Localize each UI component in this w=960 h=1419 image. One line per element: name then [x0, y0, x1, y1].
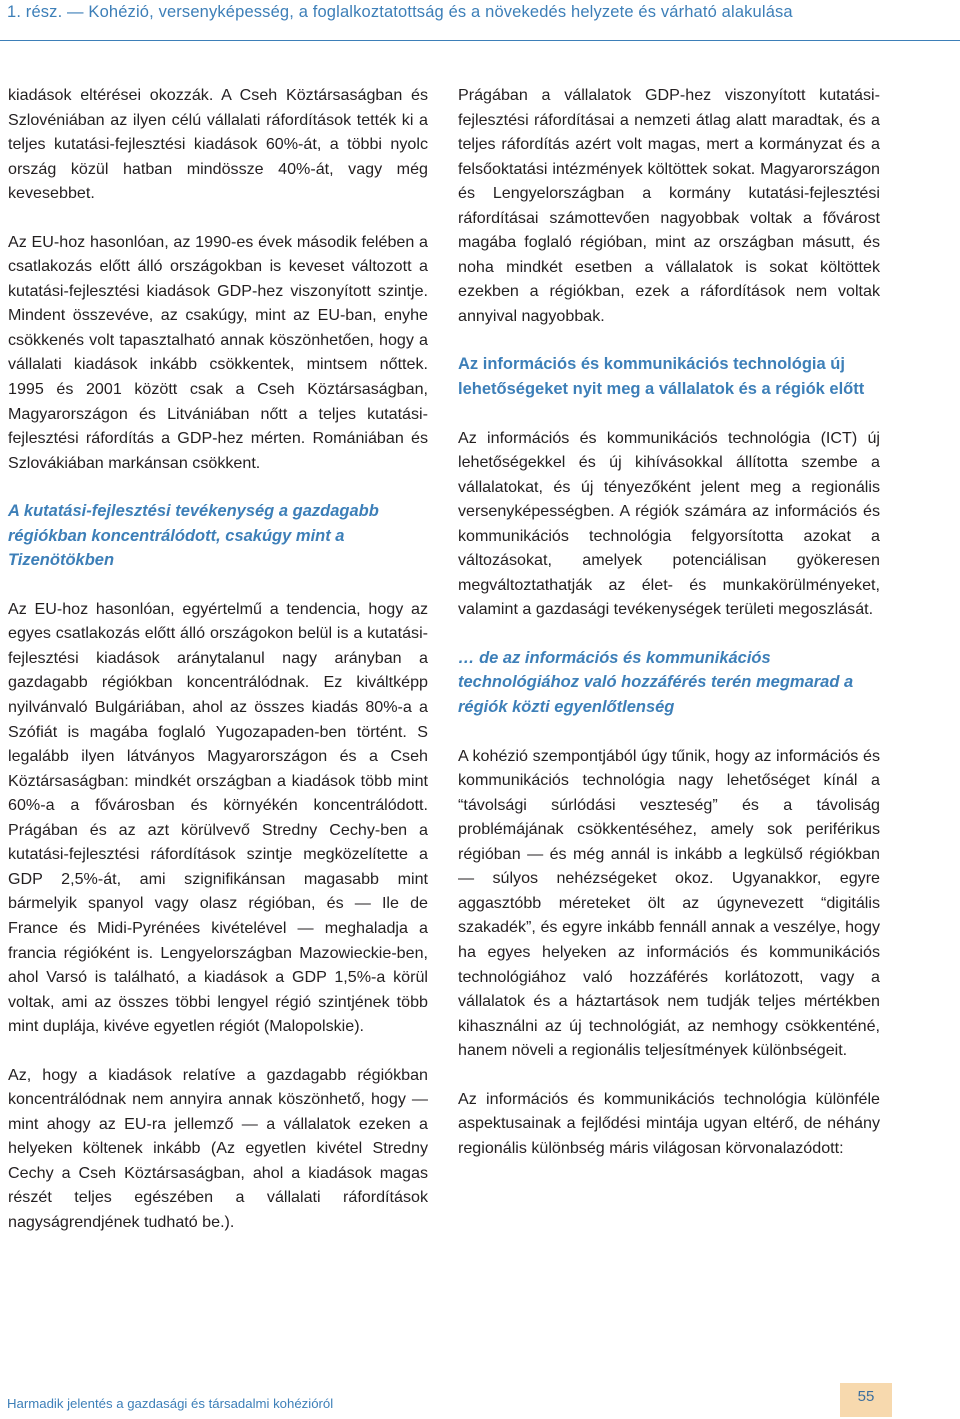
section-heading: … de az információs és kommunikációs technológiához való hozzáférés terén megmarad a régiók közti egyenlőtlenség	[458, 648, 854, 717]
left-column	[8, 83, 428, 1259]
page-number: 55	[857, 1388, 875, 1405]
running-header: 1. rész. — Kohézió, versenyképesség, a foglalkoztatottság és a növekedés helyzete és várható alakulása	[7, 3, 793, 21]
paragraph: Az információs és kommunikációs technológia (ICT) új lehetőségekkel és új kihívásokkal állította szembe a vállalatokat, és új tényezőként jelent meg a regionális versenyképességben. A régiók számára az információs és kommunikációs technológia felgyorsította azokat a változásokat, amelyek potenciálisan gyökeresen megváltoztathatják az élet- és munkakörülményeket, valamint a gazdasági tevékenységek területi megoszlását.	[458, 428, 880, 619]
paragraph: Az EU-hoz hasonlóan, az 1990-es évek második felében a csatlakozás előtt álló országokban is keveset változott a kutatási-fejlesztési kiadások GDP-hez viszonyított szintje. Mindent összevéve, az csakúgy, mint az EU-ban, enyhe csökkenés volt tapasztalható annak köszönhetően, hogy a vállalati kiadások inkább csökkentek, mintsem nőttek. 1995 és 2001 között csak a Cseh Köztársaságban, Magyarországon és Litvániában nőtt a teljes kutatási-fejlesztési ráfordítás a GDP-hez mérten. Romániában és Szlovákiában markánsan csökkent.	[8, 232, 428, 472]
section-heading: A kutatási-fejlesztési tevékenység a gazdagabb régiókban koncentrálódott, csakúgy mint a Tizenötökben	[8, 502, 379, 570]
right-column	[458, 83, 880, 1184]
paragraph: Az, hogy a kiadások relatíve a gazdagabb régiókban koncentrálódnak nem annyira annak köszönhető, hogy — mint ahogy az EU-ra jellemző — a vállalatok ezeken a helyeken költenek inkább (Az egyetlen kivétel Stredny Cechy a Cseh Köztársaságban, ahol a kiadások magas részét teljes egészében a vállalati ráfordítások nagyságrendjének tudható be.).	[8, 1065, 428, 1231]
section-heading: Az információs és kommunikációs technológia új lehetőségeket nyit meg a vállalatok és a régiók előtt	[458, 355, 865, 399]
footer-report-title: Harmadik jelentés a gazdasági és társadalmi kohézióról	[7, 1396, 334, 1411]
paragraph: kiadások eltérései okozzák. A Cseh Köztársaságban és Szlovéniában az ilyen célú vállalati ráfordítások tették ki a teljes kutatási-fejlesztési kiadások 60%-át, a többi nyolc ország közül hatban mindössze 40%-át, vagy még kevesebbet.	[8, 86, 428, 203]
page-number-box	[840, 1383, 892, 1417]
paragraph: Az EU-hoz hasonlóan, egyértelmű a tendencia, hogy az egyes csatlakozás előtt álló országokon belül is a kutatási-fejlesztési kiadások aránytalanul nagy arányban a gazdagabb régiókban koncentrálódnak. Ez kiváltképp nyilvánvaló Bulgáriában, ahol az összes kiadás 80%-a a Szófiát is magába foglaló Yugozapaden-ben történt. S legalább ilyen látványos Magyarországon és a Cseh Köztársaságban: mindkét országban a kiadások több mint 60%-a a fővárosban és környékén koncentrálódott. Prágában és az azt körülvevő Stredny Cechy-ben a kutatási-fejlesztési ráfordítások szintje megközelítette a GDP 2,5%-át, ami szignifikánsan magasabb mint bármelyik spanyol vagy olasz régióban, és — Ile de France és Midi-Pyrénées kivételével — meghaladja a francia régióként is. Lengyelországban Mazowieckie-ben, ahol Varsó is található, a kiadások a GDP 1,5%-a körül voltak, ami az összes többi lengyel régió szintjének több mint duplája, kivéve egyetlen régiót (Malopolskie).	[8, 599, 428, 1036]
header-rule	[0, 40, 960, 41]
paragraph: Prágában a vállalatok GDP-hez viszonyított kutatási-fejlesztési ráfordításai a nemzeti átlag alatt maradtak, és a teljes ráfordítás azért volt magas, mert a kormányzat és a felsőoktatási intézmények költöttek sokat. Magyarországon és Lengyelországban a kormány kutatási-fejlesztési ráfordításai számottevően nagyobbak voltak a fővárost magába foglaló régióban, mint az országban másutt, és noha mindkét esetben a vállalatok is sokat költöttek ezekben a régiókban, ezek a ráfordítások nem voltak annyival nagyobbak.	[458, 86, 880, 325]
paragraph: Az információs és kommunikációs technológia különféle aspektusainak a fejlődési mintája ugyan eltérő, de néhány regionális különbség máris világosan körvonalazódott:	[458, 1089, 880, 1157]
paragraph: A kohézió szempontjából úgy tűnik, hogy az információs és kommunikációs technológia nagy lehetőséget kínál a “távolsági súrlódási veszteség” és a távoliság problémájának csökkentéséhez, amely sok periférikus régióban — és még annál is inkább a legkülső régiókban — súlyos nehézségeket okoz. Ugyanakkor, egyre aggasztóbb méreteket ölt az úgynevezett “digitális szakadék”, és egyre inkább fennáll annak a veszélye, hogy ha egyes helyeken az információs és kommunikációs technológiához való hozzáférés korlátozott, vagy a vállalatok és a háztartások nem tudják teljes mértékben kihasználni az új technológiát, az nemhogy csökkenténé, hanem növeli a regionális teljesítmények különbségeit.	[458, 746, 880, 1060]
